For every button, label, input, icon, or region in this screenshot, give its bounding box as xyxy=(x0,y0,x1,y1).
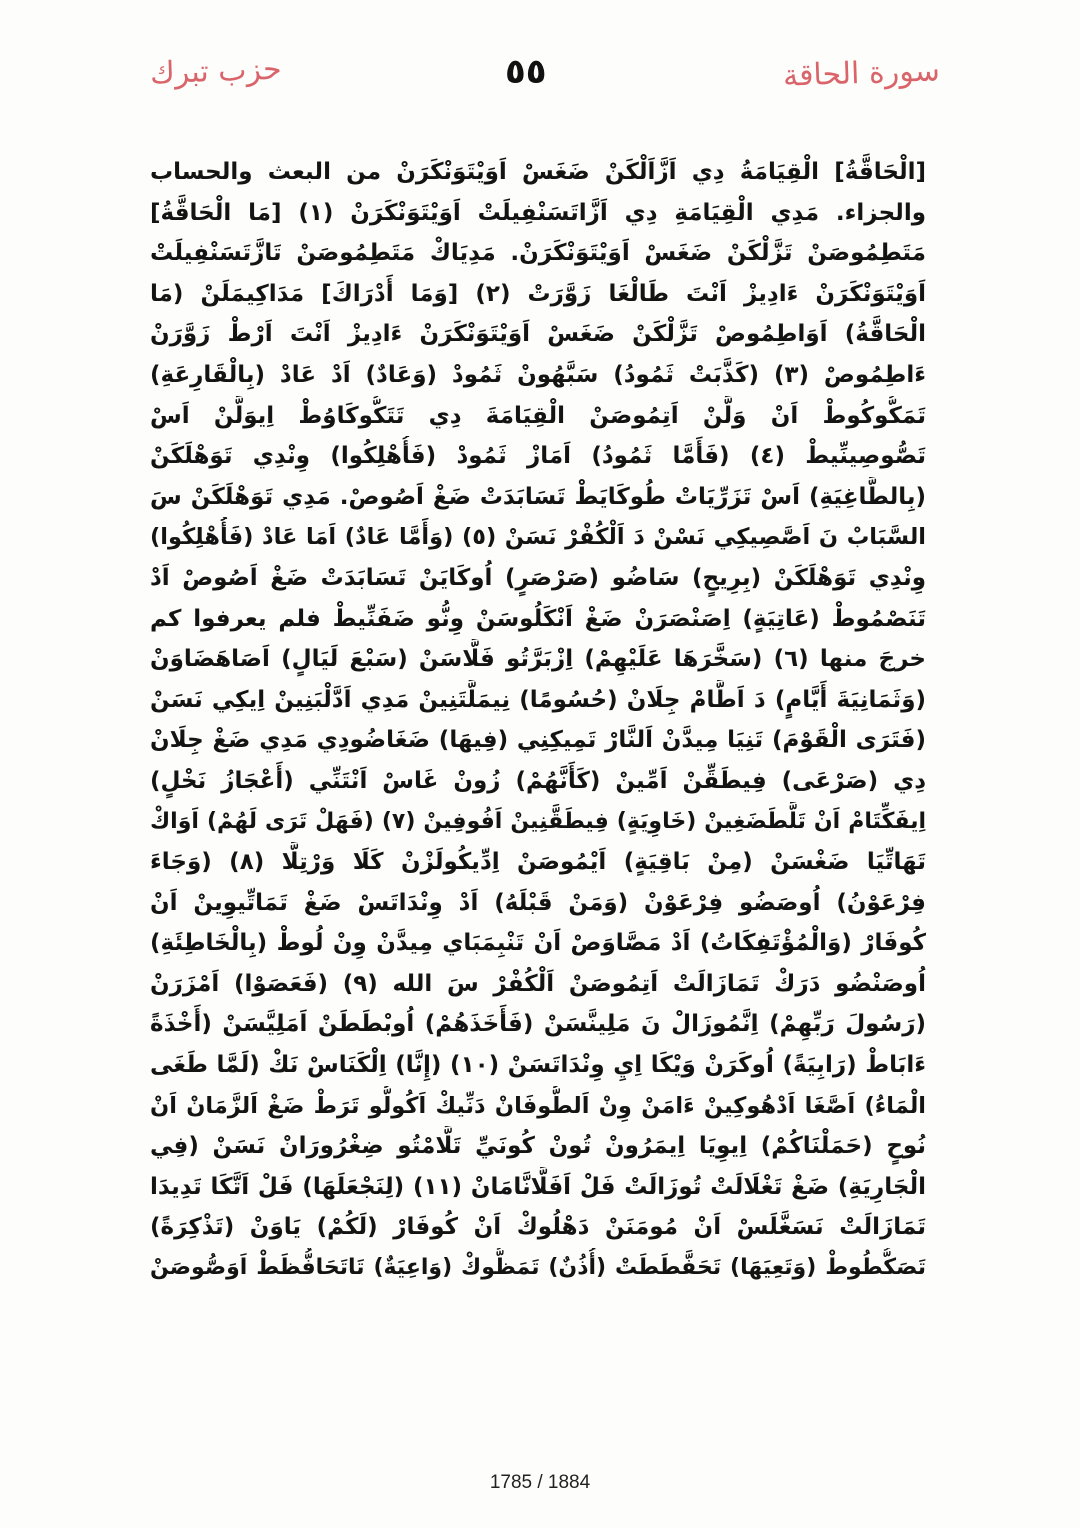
body-text xyxy=(150,152,926,1289)
text-line: فِرْعَوْنُ) اُوصَضُو فِرْعَوْنْ (وَمَنْ قَبْلَهُ) اَدْ وِنْدَاتَسْ ضَغْ تَمَاتِّيوِينْ اَنْ xyxy=(150,889,926,916)
text-line: (وَثَمَانِيَةَ أَيَّامٍ) دَ اَطَّامْ جِلَانْ (حُسُومًا) نِيمَلَّتَنِينْ مَدِي اَدَّلْبَنِينْ اِيكِي نَسَنْ xyxy=(150,686,926,713)
text-line: كُوفَارْ (وَالْمُؤْتَفِكَاتُ) اَدْ مَصَّاوَصْ اَنْ تَنْبِمَبَاي مِيدَّنْ وِنْ لُوطْ (بِالْخَاطِئَةِ) xyxy=(150,930,926,957)
text-line: الْمَاءُ) اَصَّغَا اَدْهُوكِينْ ءَامَنْ وِنْ اَلطُّوفَانْ دَنِّيكْ اَكُولُّو تَرَطْ ضَغْ اَلزَّمَانْ اَنْ xyxy=(150,1092,926,1119)
text-line: مَتَطِمُوصَنْ تَزَّلْكَنْ ضَغَسْ اَوَيْتَوَنْكَرَنْ. مَدِيَاكْ مَتَطِمُوصَنْ تَازَّتَسَنْفِيلَتْ xyxy=(150,240,926,267)
page-header xyxy=(150,48,940,108)
text-line: تَنَصْمُوطْ (عَاتِيَةٍ) اِصَنْصَرَنْ ضَغْ اَنْكَلُوسَنْ وِنُّو ضَفَنِّيطْ فلم يعرفوا كم xyxy=(150,605,926,632)
text-line: (بِالطَّاغِيَةِ) اَسْ تَزَرِّيَاتْ طُوكَايَطْ تَسَابَدَتْ ضَغْ اَصُوصْ. مَدِي تَوَهْلَكَنْ سَ xyxy=(150,483,926,510)
text-line: الْحَاقَّةُ) اَوَاطِمُوصْ تَزَّلْكَنْ ضَغَسْ اَوَيْتَوَنْكَرَنْ ءَادِيزْ اَنْتَ اَرْطْ زَوَّرَنْ xyxy=(150,321,926,348)
text-line: السَّبَابْ نَ اَصَّصِيكِي نَسْنْ دَ اَلْكُفْرْ نَسَنْ (٥) (وَأَمَّا عَادٌ) اَمَا عَادْ (فَأُهْلِكُوا) xyxy=(150,524,926,551)
text-line: تَمَكُّوكُوطْ اَنْ وَلَّنْ اَتِمُوصَنْ الْقِيَامَةَ دِي تَتَكُّوكَاوُطْ اِيوَلَّنْ اَسْ xyxy=(150,402,926,429)
text-line: وِنْدِي تَوَهْلَكَنْ (بِرِيحٍ) سَاضُو (صَرْصَرٍ) اُوكَايَنْ تَسَابَدَتْ ضَغْ اَصُوصْ اَدْ xyxy=(150,564,926,591)
text-line: الْجَارِيَةِ) ضَغْ تَغْلَالَتْ تُوزَالَتْ فَلْ اَفَلَّانَّامَانْ (١١) (لِنَجْعَلَهَا) فَلْ اَتَّكَا تَدِيدَا xyxy=(150,1173,926,1200)
text-line: والجزاء. مَدِي الْقِيَامَةِ دِي اَزَّاتَسَنْفِيلَتْ اَوَيْتَوَنْكَرَنْ (١) [مَا الْحَاقَّةُ] xyxy=(150,199,926,226)
text-line: تَصُّوصِينِّيطْ (٤) (فَأَمَّا ثَمُودُ) اَمَازْ ثَمُودْ (فَأُهْلِكُوا) وِنْدِي تَوَهْلَكَنْ xyxy=(150,443,926,470)
text-line: اُوصَنْضُو دَرَكْ تَمَازَالَتْ اَتِمُوصَنْ اَلْكُفْرْ سَ الله (٩) (فَعَصَوْا) اَمْزَرَنْ xyxy=(150,970,926,997)
text-line: تَمَازَالَتْ نَسَغَّلَسْ اَنْ مُومَنَنْ دَهْلُوكْ اَنْ كُوفَارْ (لَكُمْ) يَاوَنْ (تَذْكِرَةً) xyxy=(150,1214,926,1241)
hizb-annotation: حزب تبرك xyxy=(149,51,283,92)
text-line: نُوحٍ (حَمَلْنَاكُمْ) اِيوِيَا اِيمَرُونْ تُونْ كُونَيِّ تَلَّامْتُو ضِغْرُورَانْ نَسَنْ (فِي xyxy=(150,1133,926,1160)
text-line: (رَسُولَ رَبِّهِمْ) اِنَّمُوزَالْ نَ مَلِينَّسَنْ (فَأَخَذَهُمْ) اُوبْطَطَنْ اَمَلِيَّسَنْ (أَخْذَةً xyxy=(150,1011,926,1038)
text-line: [الْحَاقَّةُ] الْقِيَامَةُ دِي اَزَّاَلْكَنْ ضَغَسْ اَوَيْتَوَنْكَرَنْ من البعث والحساب xyxy=(150,159,926,185)
text-line: اَوَيْتَوَنْكَرَنْ ءَادِيزْ اَنْتَ طَالْغَا زَوَّرَتْ (٢) [وَمَا أَدْرَاكَ] مَدَاكِيمَلَنْ (مَا xyxy=(150,280,926,307)
surah-name-annotation: سورة الحاقة xyxy=(782,53,941,94)
text-line: تَصَكُّطُوطْ (وَتَعِيَهَا) تَحَفَّطَطَتْ (أُذُنٌ) تَمَظُّوكْ (وَاعِيَةٌ) تَاتَحَافُّظَطْ اَوَصُّوصَنْ xyxy=(150,1255,926,1281)
page-number: ٥٥ xyxy=(505,52,547,92)
page-counter: 1785 / 1884 xyxy=(489,1472,591,1493)
text-line: خرجَ منها (٦) (سَخَّرَهَا عَلَيْهِمْ) اِزْبَرَّتُو فَلَّاسَنْ (سَبْعَ لَيَالٍ) اَصَاهَضَاوَنْ xyxy=(150,646,926,673)
text-line: تَهَاتِّيَا ضَغْسَنْ (مِنْ بَاقِيَةٍ) اَيْمُوصَنْ اِدِّيكُولَزْنْ كَلَا وَرْتِلَّا (٨) (وَجَاءَ xyxy=(150,849,926,876)
text-line: ءَابَاطْ (رَابِيَةً) اُوكَرَنْ وَيْكَا اِيِ وِنْدَاتَسَنْ (١٠) (إِنَّا) اِلْكَنَاسْ نَكْ (لَمَّا طَغَى xyxy=(150,1052,926,1079)
text-line: اِيفَكِّتَامْ اَنْ تَلَّطَضَغِينْ (خَاوِيَةٍ) فِيطَقَّنِينْ اَفُوفِينْ (٧) (فَهَلْ تَرَى لَهُمْ) اَوَاكْ xyxy=(150,808,926,834)
text-line: ءَاطِمُوصْ (٣) (كَذَّبَتْ ثَمُودُ) سَبَّهُونْ ثَمُودْ (وَعَادٌ) اَدْ عَادْ (بِالْقَارِعَةِ) xyxy=(150,361,926,388)
text-line: دِي (صَرْعَى) فِيطَقِّنْ اَمِّينْ (كَأَنَّهُمْ) زُونْ غَاسْ اَنْتَنِّي (أَعْجَازُ نَخْلٍ) xyxy=(150,767,926,794)
text-line: (فَتَرَى الْقَوْمَ) تَنِيَا مِيدَّنْ اَلنَّارْ تَمِيكِنِي (فِيهَا) ضَغَاضُودِي مَدِي ضَغْ جِلَانْ xyxy=(150,727,926,754)
